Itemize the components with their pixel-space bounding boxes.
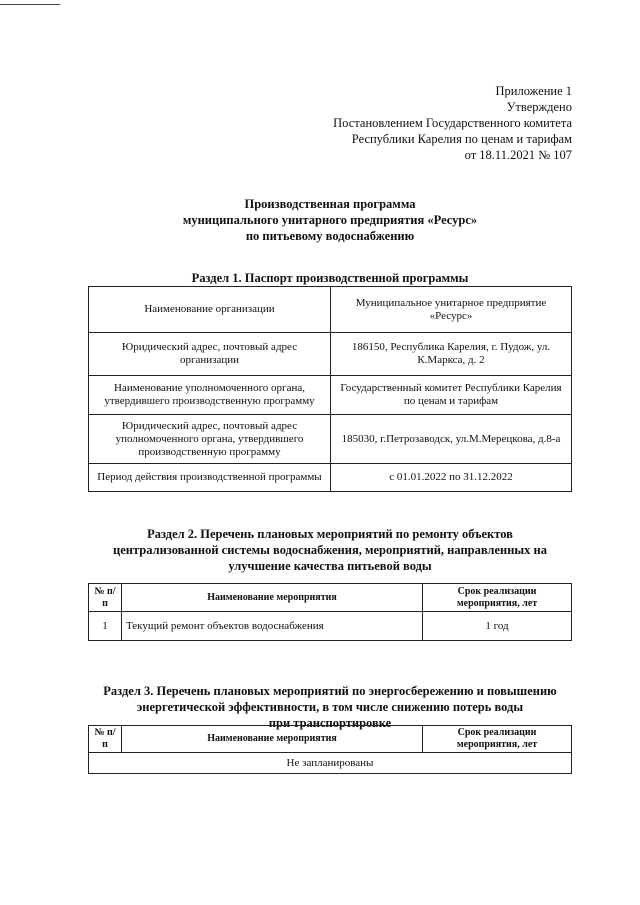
table-header-row [89, 726, 572, 753]
table-row [89, 333, 572, 376]
passport-table [88, 286, 572, 492]
row-name: Текущий ремонт объектов водоснабжения [122, 612, 423, 641]
section1-heading: Раздел 1. Паспорт производственной программы [191, 271, 469, 285]
section3-heading-line-3: при транспортировке [268, 716, 392, 730]
col-name-header: Наименование мероприятия [122, 584, 423, 612]
passport-value: с 01.01.2022 по 31.12.2022 [331, 464, 572, 492]
table-header-row [89, 584, 572, 612]
section3-heading [60, 683, 600, 731]
col-term-header: Срок реализации мероприятия, лет [423, 726, 572, 753]
section2-heading-line-1: Раздел 2. Перечень плановых мероприятий по ремонту объектов [147, 527, 513, 541]
not-planned-note: Не запланированы [89, 753, 572, 774]
col-num-header: № п/п [89, 584, 122, 612]
table-row [89, 464, 572, 492]
table-row [89, 287, 572, 333]
table-row [89, 612, 572, 641]
section2-heading-line-2: централизованной системы водоснабжения, мероприятий, направленных на [113, 543, 547, 557]
table-row [89, 376, 572, 415]
approval-line-2: Утверждено [506, 100, 572, 114]
approval-block [272, 83, 572, 163]
passport-label: Период действия производственной программы [89, 464, 331, 492]
passport-label: Наименование уполномоченного органа, утвердившего производственную программу [89, 376, 331, 415]
title-line-1: Производственная программа [244, 197, 416, 211]
approval-line-4: Республики Карелия по ценам и тарифам [351, 132, 572, 146]
passport-value: 186150, Республика Карелия, г. Пудож, ул. К.Маркса, д. 2 [331, 333, 572, 376]
approval-line-5: от 18.11.2021 № 107 [464, 148, 572, 162]
row-num: 1 [89, 612, 122, 641]
passport-value: Государственный комитет Республики Карелия по ценам и тарифам [331, 376, 572, 415]
repair-measures-table [88, 583, 572, 641]
approval-line-3: Постановлением Государственного комитета [333, 116, 572, 130]
scan-corner-line [0, 4, 60, 5]
col-name-header: Наименование мероприятия [122, 726, 423, 753]
passport-value: Муниципальное унитарное предприятие «Ресурс» [331, 287, 572, 333]
section3-heading-line-1: Раздел 3. Перечень плановых мероприятий по энергосбережению и повышению [103, 684, 557, 698]
approval-line-1: Приложение 1 [495, 84, 572, 98]
title-line-3: по питьевому водоснабжению [245, 229, 415, 243]
table-row [89, 415, 572, 464]
passport-label: Наименование организации [89, 287, 331, 333]
row-term: 1 год [423, 612, 572, 641]
passport-value: 185030, г.Петрозаводск, ул.М.Мерецкова, д.8-а [331, 415, 572, 464]
passport-label: Юридический адрес, почтовый адрес уполномоченного органа, утвердившего производственную программу [89, 415, 331, 464]
energy-measures-table [88, 725, 572, 774]
table-row [89, 753, 572, 774]
document-title [130, 196, 530, 244]
section2-heading-line-3: улучшение качества питьевой воды [228, 559, 432, 573]
section3-heading-line-2: энергетической эффективности, в том числе снижению потерь воды [136, 700, 524, 714]
col-term-header: Срок реализации мероприятия, лет [423, 584, 572, 612]
passport-label: Юридический адрес, почтовый адрес организации [89, 333, 331, 376]
col-num-header: № п/п [89, 726, 122, 753]
title-line-2: муниципального унитарного предприятия «Ресурс» [182, 213, 478, 227]
section2-heading [60, 526, 600, 574]
